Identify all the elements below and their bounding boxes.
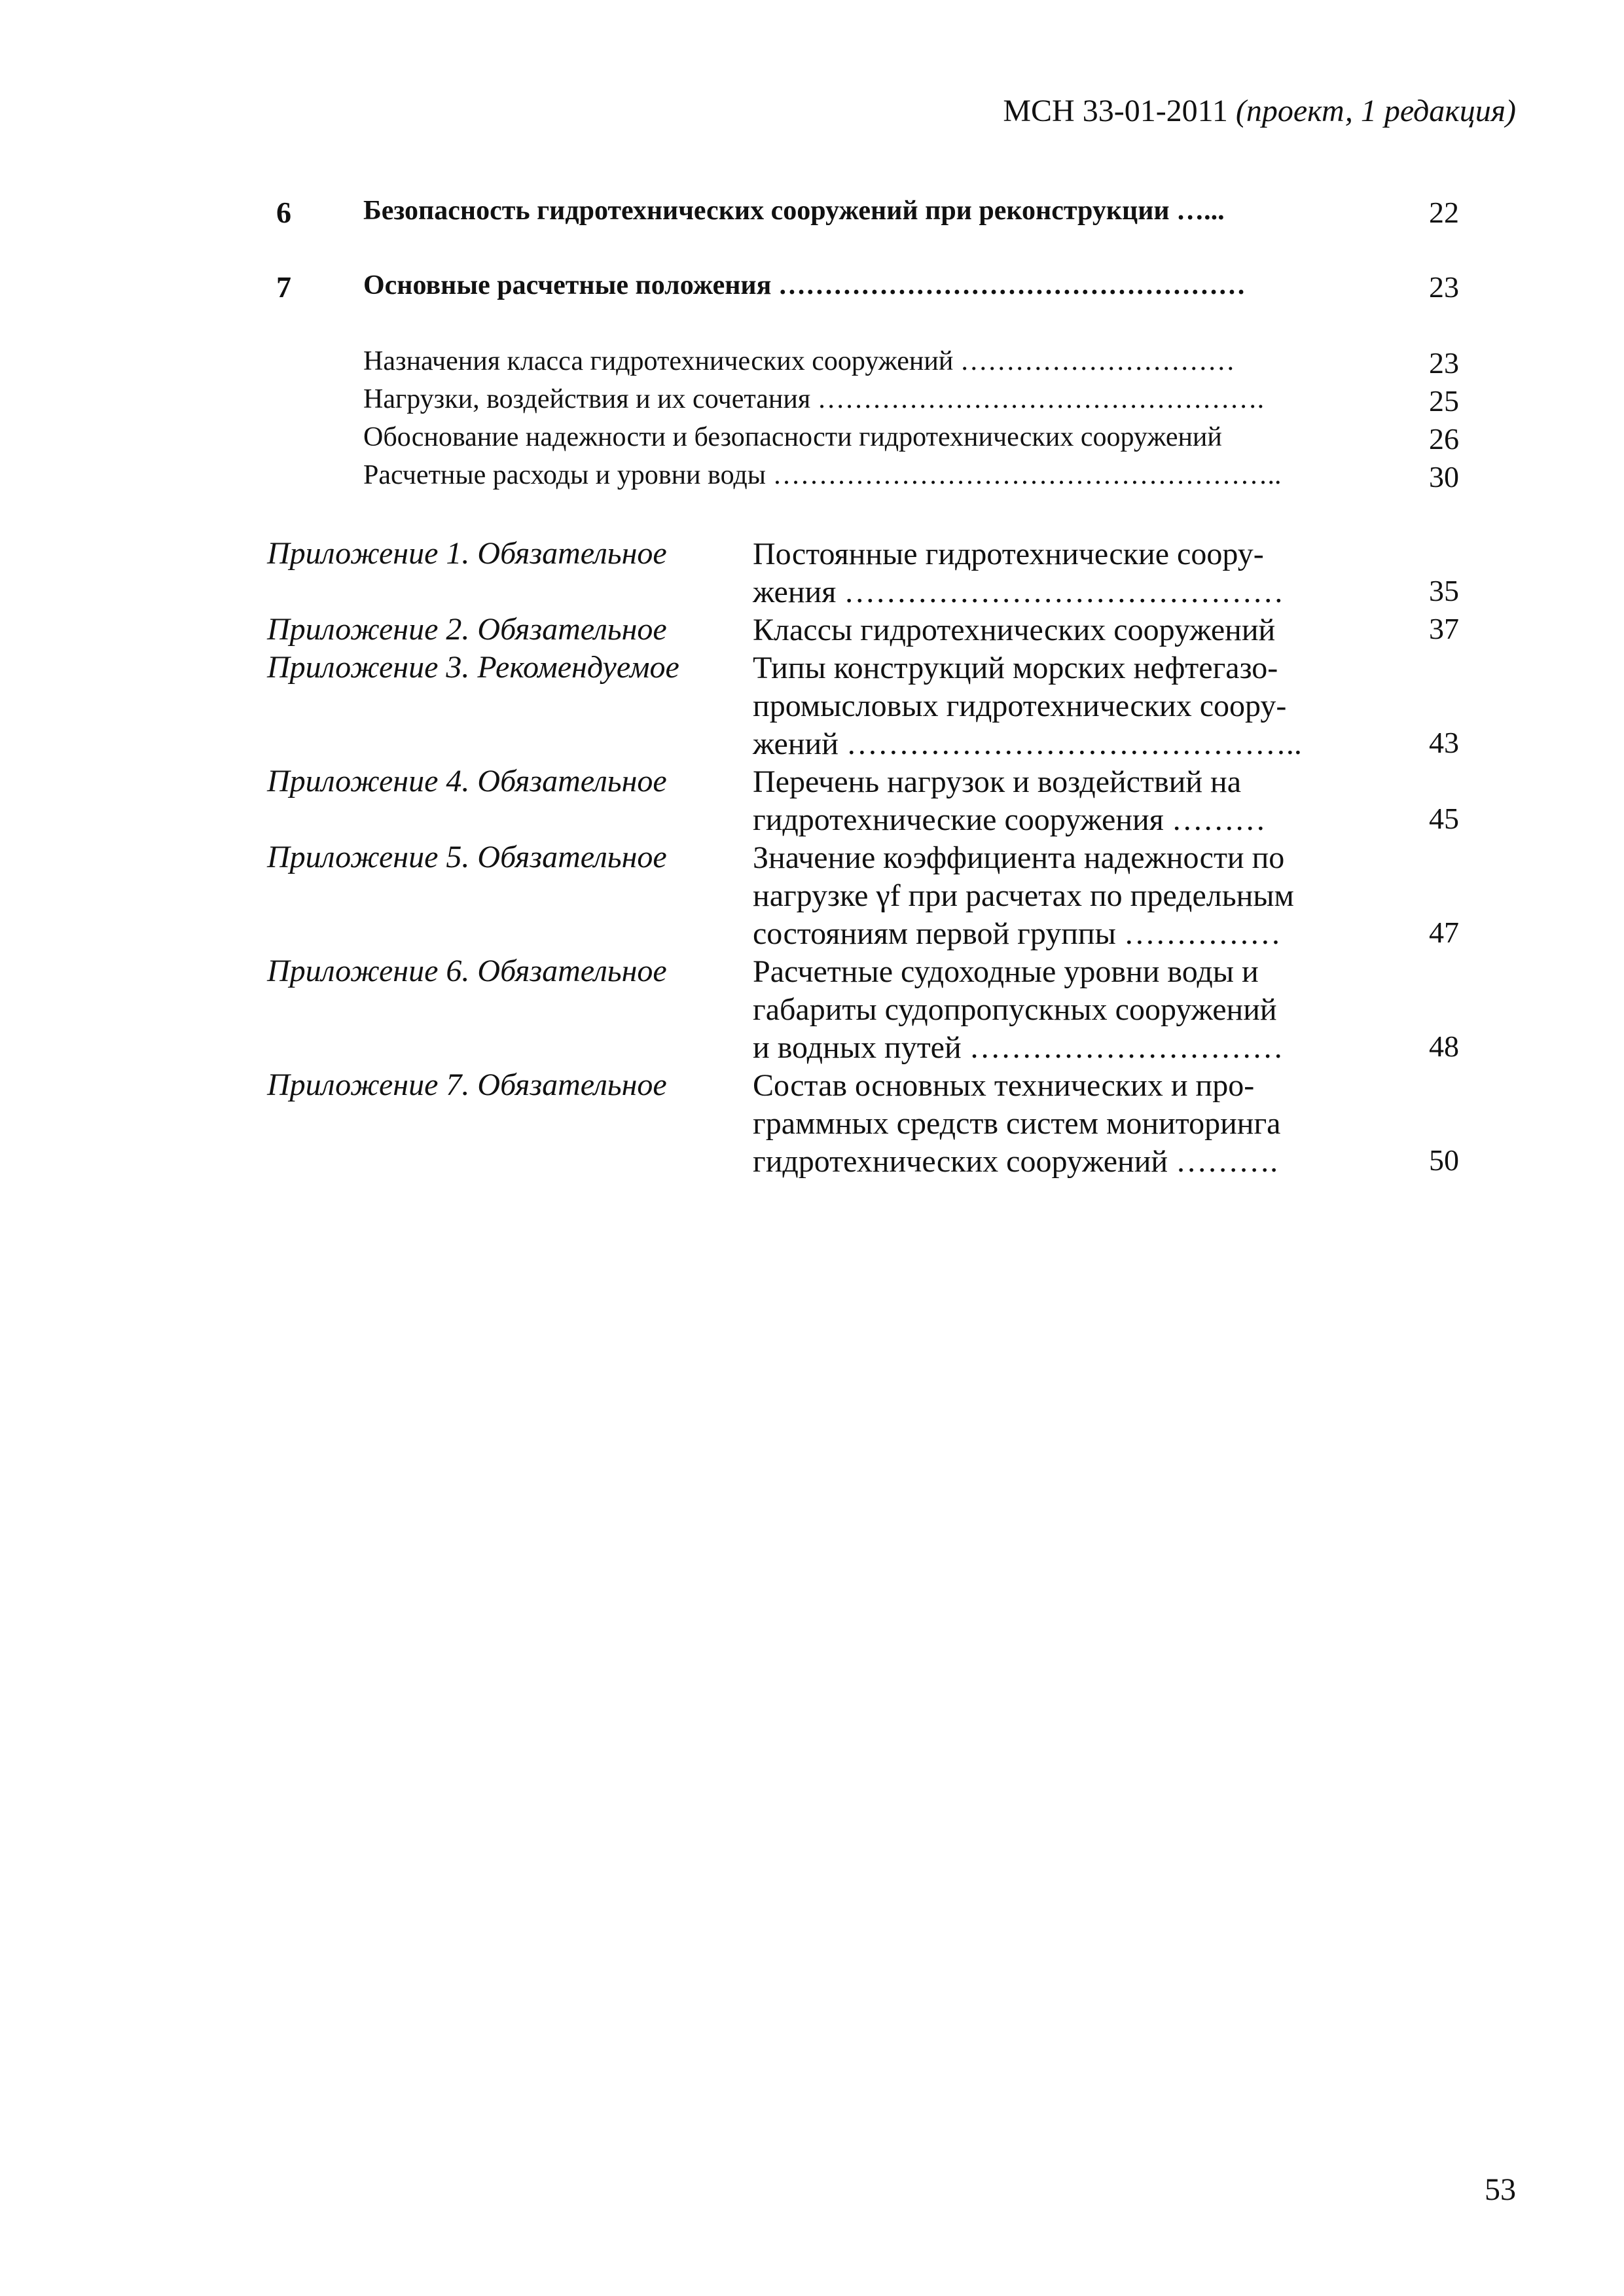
appendix-title-link[interactable]: [753, 1067, 1329, 1181]
subsection-page: 26: [1429, 422, 1459, 456]
document-edition: (проект, 1 редакция): [1235, 94, 1516, 128]
section-number: 7: [276, 270, 291, 304]
section-title-link[interactable]: Безопасность гидротехнических сооружений при реконструкции …...: [363, 196, 1225, 226]
appendix-page: 45: [1429, 802, 1459, 835]
appendix-title-link[interactable]: [753, 535, 1329, 611]
page-number: 53: [1485, 2172, 1516, 2207]
appendix-label: Приложение 2. Обязательное: [267, 612, 667, 647]
appendix-title-line: жений ……………………………………..: [753, 726, 1302, 761]
appendix-title-link[interactable]: [753, 763, 1329, 839]
appendix-title-line: Значение коэффициента надежности по: [753, 840, 1285, 875]
appendix-label: Приложение 7. Обязательное: [267, 1067, 667, 1102]
subsection-title-link[interactable]: Назначения класса гидротехнических сооружений …………………………: [363, 346, 1235, 376]
appendix-title-line: гидротехнических сооружений ……….: [753, 1144, 1278, 1179]
appendix-title-line: Расчетные судоходные уровни воды и: [753, 954, 1259, 989]
appendix-label: Приложение 3. Рекомендуемое: [267, 650, 679, 685]
appendix-page: 47: [1429, 916, 1459, 949]
section-number: 6: [276, 196, 291, 229]
page-header: [1003, 93, 1516, 129]
subsection-page: 23: [1429, 346, 1459, 380]
subsection-title-link[interactable]: Расчетные расходы и уровни воды ………………………………………………..: [363, 460, 1282, 490]
appendix-label: Приложение 6. Обязательное: [267, 954, 667, 988]
section-title-link[interactable]: Основные расчетные положения ……………………………………………: [363, 270, 1246, 300]
appendix-title-line: Типы конструкций морских нефтегазо-: [753, 651, 1278, 685]
section-page: 22: [1429, 196, 1459, 229]
appendix-title-line: граммных средств систем мониторинга: [753, 1106, 1281, 1141]
appendix-label: Приложение 1. Обязательное: [267, 536, 667, 571]
appendix-title-link[interactable]: [753, 649, 1329, 763]
appendix-page: 48: [1429, 1030, 1459, 1063]
appendix-page: 37: [1429, 612, 1459, 645]
subsection-page: 30: [1429, 460, 1459, 493]
appendix-page: 43: [1429, 726, 1459, 759]
appendix-page: 50: [1429, 1143, 1459, 1177]
appendix-title-line: Классы гидротехнических сооружений: [753, 613, 1276, 647]
appendix-title-line: промысловых гидротехнических соору-: [753, 689, 1287, 723]
appendix-title-line: Постоянные гидротехнические соору-: [753, 537, 1264, 571]
appendix-title-line: нагрузке γf при расчетах по предельным: [753, 878, 1294, 913]
appendix-title-line: жения ……………………………………: [753, 575, 1284, 609]
appendix-title-line: Состав основных технических и про-: [753, 1068, 1255, 1103]
appendix-title-line: Перечень нагрузок и воздействий на: [753, 764, 1241, 799]
appendix-title-link[interactable]: [753, 839, 1329, 953]
appendix-page: 35: [1429, 574, 1459, 607]
document-code: МСН 33-01-2011: [1003, 94, 1228, 128]
appendix-label: Приложение 4. Обязательное: [267, 764, 667, 798]
appendix-title-link[interactable]: [753, 611, 1329, 649]
subsection-page: 25: [1429, 384, 1459, 418]
appendix-title-link[interactable]: [753, 953, 1329, 1067]
section-page: 23: [1429, 270, 1459, 304]
appendix-title-line: габариты судопропускных сооружений: [753, 992, 1277, 1027]
appendix-title-line: и водных путей …………………………: [753, 1030, 1284, 1065]
appendix-title-line: состояниям первой группы ……………: [753, 916, 1281, 951]
appendix-label: Приложение 5. Обязательное: [267, 840, 667, 874]
appendix-title-line: гидротехнические сооружения ………: [753, 802, 1266, 837]
subsection-title-link[interactable]: Нагрузки, воздействия и их сочетания ………………………………………….: [363, 384, 1265, 414]
subsection-title-link[interactable]: Обоснование надежности и безопасности гидротехнических сооружений: [363, 422, 1222, 452]
